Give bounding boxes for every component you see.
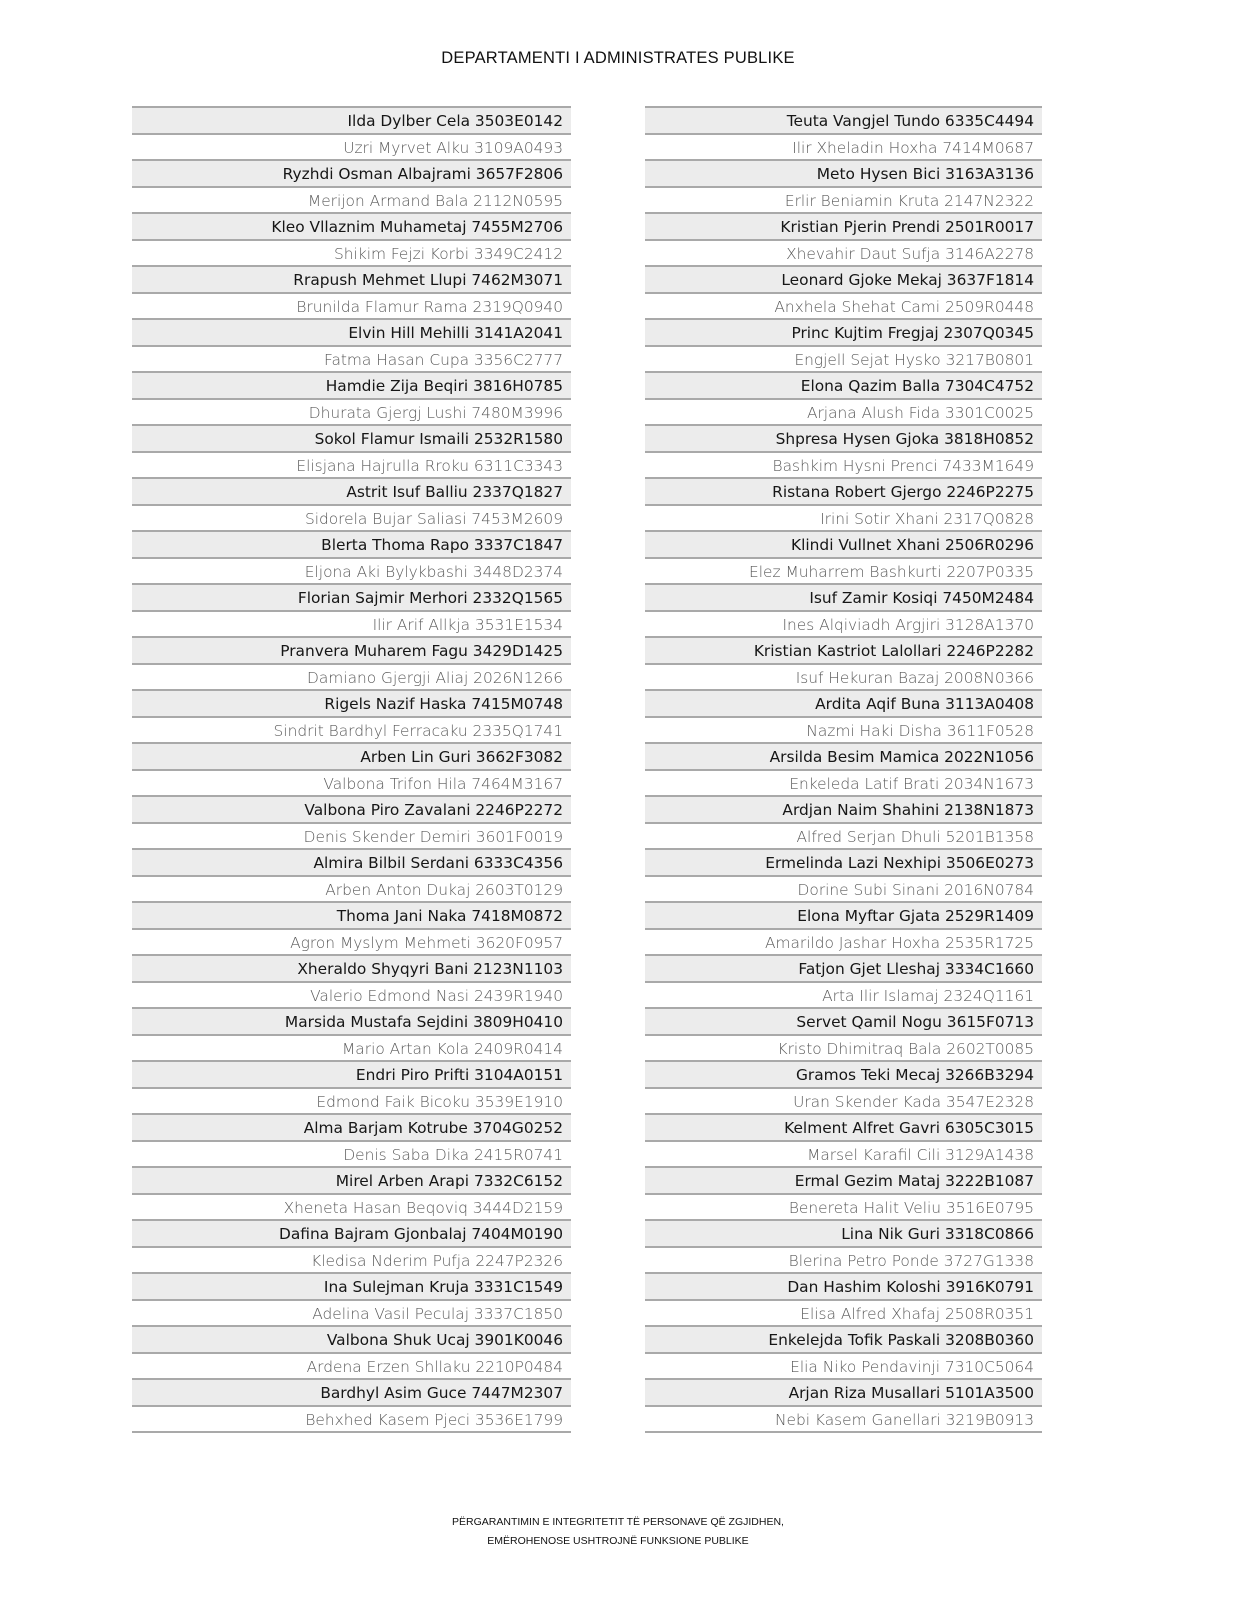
list-item: Elisa Alfred Xhafaj 2508R0351 <box>645 1301 1042 1328</box>
right-name-list <box>645 106 1042 1433</box>
list-item: Ermal Gezim Mataj 3222B1087 <box>645 1168 1042 1195</box>
list-item: Ardjan Naim Shahini 2138N1873 <box>645 797 1042 824</box>
list-item: Ryzhdi Osman Albajrami 3657F2806 <box>132 161 571 188</box>
list-item: Leonard Gjoke Mekaj 3637F1814 <box>645 267 1042 294</box>
list-item: Kristian Pjerin Prendi 2501R0017 <box>645 214 1042 241</box>
list-item: Astrit Isuf Balliu 2337Q1827 <box>132 479 571 506</box>
list-item: Alfred Serjan Dhuli 5201B1358 <box>645 824 1042 851</box>
list-item: Adelina Vasil Peculaj 3337C1850 <box>132 1301 571 1328</box>
list-item: Denis Saba Dika 2415R0741 <box>132 1142 571 1169</box>
list-item: Lina Nik Guri 3318C0866 <box>645 1221 1042 1248</box>
list-item: Gramos Teki Mecaj 3266B3294 <box>645 1062 1042 1089</box>
list-item: Alma Barjam Kotrube 3704G0252 <box>132 1115 571 1142</box>
list-item: Edmond Faik Bicoku 3539E1910 <box>132 1089 571 1116</box>
list-item: Elona Myftar Gjata 2529R1409 <box>645 903 1042 930</box>
list-item: Endri Piro Prifti 3104A0151 <box>132 1062 571 1089</box>
list-item: Valbona Piro Zavalani 2246P2272 <box>132 797 571 824</box>
list-item: Benereta Halit Veliu 3516E0795 <box>645 1195 1042 1222</box>
list-item: Rrapush Mehmet Llupi 7462M3071 <box>132 267 571 294</box>
list-item: Arta Ilir Islamaj 2324Q1161 <box>645 983 1042 1010</box>
list-item: Isuf Hekuran Bazaj 2008N0366 <box>645 665 1042 692</box>
list-item: Sokol Flamur Ismaili 2532R1580 <box>132 426 571 453</box>
page-footer <box>0 1513 1236 1551</box>
list-item: Shikim Fejzi Korbi 3349C2412 <box>132 241 571 268</box>
list-item: Ardena Erzen Shllaku 2210P0484 <box>132 1354 571 1381</box>
list-item: Elia Niko Pendavinji 7310C5064 <box>645 1354 1042 1381</box>
list-item: Blerta Thoma Rapo 3337C1847 <box>132 532 571 559</box>
list-item: Mirel Arben Arapi 7332C6152 <box>132 1168 571 1195</box>
list-item: Brunilda Flamur Rama 2319Q0940 <box>132 294 571 321</box>
list-item: Meto Hysen Bici 3163A3136 <box>645 161 1042 188</box>
list-item: Rigels Nazif Haska 7415M0748 <box>132 691 571 718</box>
list-item: Ines Alqiviadh Argjiri 3128A1370 <box>645 612 1042 639</box>
list-item: Valerio Edmond Nasi 2439R1940 <box>132 983 571 1010</box>
list-item: Ermelinda Lazi Nexhipi 3506E0273 <box>645 850 1042 877</box>
list-item: Dan Hashim Koloshi 3916K0791 <box>645 1274 1042 1301</box>
list-item: Marsel Karafil Cili 3129A1438 <box>645 1142 1042 1169</box>
list-item: Arsilda Besim Mamica 2022N1056 <box>645 744 1042 771</box>
list-item: Xheneta Hasan Beqoviq 3444D2159 <box>132 1195 571 1222</box>
list-item: Kledisa Nderim Pufja 2247P2326 <box>132 1248 571 1275</box>
list-item: Nebi Kasem Ganellari 3219B0913 <box>645 1407 1042 1434</box>
list-item: Elisjana Hajrulla Rroku 6311C3343 <box>132 453 571 480</box>
list-item: Enkeleda Latif Brati 2034N1673 <box>645 771 1042 798</box>
list-item: Fatma Hasan Cupa 3356C2777 <box>132 347 571 374</box>
list-item: Blerina Petro Ponde 3727G1338 <box>645 1248 1042 1275</box>
list-item: Engjell Sejat Hysko 3217B0801 <box>645 347 1042 374</box>
list-item: Dhurata Gjergj Lushi 7480M3996 <box>132 400 571 427</box>
list-item: Marsida Mustafa Sejdini 3809H0410 <box>132 1009 571 1036</box>
list-item: Arjan Riza Musallari 5101A3500 <box>645 1380 1042 1407</box>
list-item: Thoma Jani Naka 7418M0872 <box>132 903 571 930</box>
list-item: Ina Sulejman Kruja 3331C1549 <box>132 1274 571 1301</box>
list-item: Sindrit Bardhyl Ferracaku 2335Q1741 <box>132 718 571 745</box>
list-item: Dorine Subi Sinani 2016N0784 <box>645 877 1042 904</box>
list-item: Valbona Trifon Hila 7464M3167 <box>132 771 571 798</box>
list-item: Valbona Shuk Ucaj 3901K0046 <box>132 1327 571 1354</box>
list-item: Erlir Beniamin Kruta 2147N2322 <box>645 188 1042 215</box>
list-item: Uran Skender Kada 3547E2328 <box>645 1089 1042 1116</box>
list-item: Kleo Vllaznim Muhametaj 7455M2706 <box>132 214 571 241</box>
list-item: Ilir Arif Allkja 3531E1534 <box>132 612 571 639</box>
list-item: Xheraldo Shyqyri Bani 2123N1103 <box>132 956 571 983</box>
list-item: Klindi Vullnet Xhani 2506R0296 <box>645 532 1042 559</box>
list-item: Shpresa Hysen Gjoka 3818H0852 <box>645 426 1042 453</box>
list-item: Ardita Aqif Buna 3113A0408 <box>645 691 1042 718</box>
list-item: Irini Sotir Xhani 2317Q0828 <box>645 506 1042 533</box>
list-item: Elona Qazim Balla 7304C4752 <box>645 373 1042 400</box>
list-item: Kristian Kastriot Lalollari 2246P2282 <box>645 638 1042 665</box>
list-item: Servet Qamil Nogu 3615F0713 <box>645 1009 1042 1036</box>
list-item: Xhevahir Daut Sufja 3146A2278 <box>645 241 1042 268</box>
list-item: Kristo Dhimitraq Bala 2602T0085 <box>645 1036 1042 1063</box>
list-item: Merijon Armand Bala 2112N0595 <box>132 188 571 215</box>
list-item: Damiano Gjergji Aliaj 2026N1266 <box>132 665 571 692</box>
list-item: Bashkim Hysni Prenci 7433M1649 <box>645 453 1042 480</box>
page-title: DEPARTAMENTI I ADMINISTRATES PUBLIKE <box>441 49 795 67</box>
list-item: Dafina Bajram Gjonbalaj 7404M0190 <box>132 1221 571 1248</box>
list-item: Teuta Vangjel Tundo 6335C4494 <box>645 108 1042 135</box>
list-item: Ristana Robert Gjergo 2246P2275 <box>645 479 1042 506</box>
list-item: Almira Bilbil Serdani 6333C4356 <box>132 850 571 877</box>
list-item: Elvin Hill Mehilli 3141A2041 <box>132 320 571 347</box>
list-item: Bardhyl Asim Guce 7447M2307 <box>132 1380 571 1407</box>
list-item: Elez Muharrem Bashkurti 2207P0335 <box>645 559 1042 586</box>
list-item: Nazmi Haki Disha 3611F0528 <box>645 718 1042 745</box>
list-item: Hamdie Zija Beqiri 3816H0785 <box>132 373 571 400</box>
list-item: Pranvera Muharem Fagu 3429D1425 <box>132 638 571 665</box>
left-name-list <box>132 106 571 1433</box>
footer-line-2: EMËROHENOSE USHTROJNË FUNKSIONE PUBLIKE <box>487 1535 749 1547</box>
list-item: Fatjon Gjet Lleshaj 3334C1660 <box>645 956 1042 983</box>
list-item: Uzri Myrvet Alku 3109A0493 <box>132 135 571 162</box>
list-item: Florian Sajmir Merhori 2332Q1565 <box>132 585 571 612</box>
list-item: Amarildo Jashar Hoxha 2535R1725 <box>645 930 1042 957</box>
list-item: Arben Anton Dukaj 2603T0129 <box>132 877 571 904</box>
list-item: Kelment Alfret Gavri 6305C3015 <box>645 1115 1042 1142</box>
list-item: Enkelejda Tofik Paskali 3208B0360 <box>645 1327 1042 1354</box>
list-item: Isuf Zamir Kosiqi 7450M2484 <box>645 585 1042 612</box>
list-item: Princ Kujtim Fregjaj 2307Q0345 <box>645 320 1042 347</box>
list-item: Anxhela Shehat Cami 2509R0448 <box>645 294 1042 321</box>
list-item: Ilda Dylber Cela 3503E0142 <box>132 108 571 135</box>
list-item: Eljona Aki Bylykbashi 3448D2374 <box>132 559 571 586</box>
list-item: Denis Skender Demiri 3601F0019 <box>132 824 571 851</box>
list-item: Sidorela Bujar Saliasi 7453M2609 <box>132 506 571 533</box>
list-item: Ilir Xheladin Hoxha 7414M0687 <box>645 135 1042 162</box>
footer-line-1: PËRGARANTIMIN E INTEGRITETIT TË PERSONAVE QË ZGJIDHEN, <box>452 1516 784 1528</box>
list-item: Mario Artan Kola 2409R0414 <box>132 1036 571 1063</box>
list-item: Arjana Alush Fida 3301C0025 <box>645 400 1042 427</box>
list-item: Behxhed Kasem Pjeci 3536E1799 <box>132 1407 571 1434</box>
list-item: Agron Myslym Mehmeti 3620F0957 <box>132 930 571 957</box>
list-item: Arben Lin Guri 3662F3082 <box>132 744 571 771</box>
